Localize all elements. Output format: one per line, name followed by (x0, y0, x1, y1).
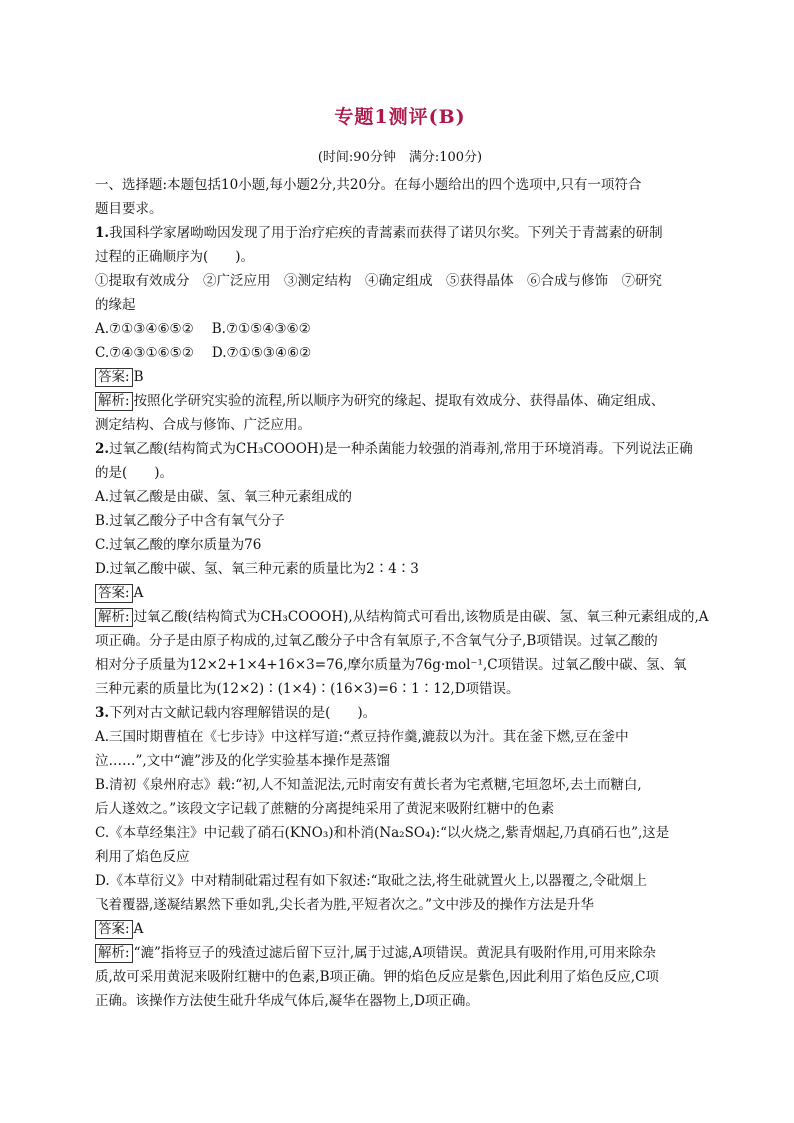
q1-number: 1. (95, 225, 110, 241)
q2-analysis-line-3: 相对分子质量为12×2+1×4+16×3=76,摩尔质量为76g·mol⁻¹,C项错误。过氧乙酸中碳、氢、氧 (95, 657, 687, 673)
q2-analysis-line-2: 项正确。分子是由原子构成的,过氧乙酸分子中含有氧原子,不含氧气分子,B项错误。过氧乙酸的 (95, 633, 658, 649)
q2-analysis-text-1: 过氧乙酸(结构简式为CH₃COOOH),从结构简式可看出,该物质是由碳、氢、氧三种元素组成的,A (133, 609, 709, 625)
q1-answer (95, 365, 705, 389)
q1-stem-line-1 (95, 221, 705, 245)
q1-steps-line-2: 的缘起 (95, 297, 136, 313)
q2-analysis-line-4: 三种元素的质量比为(12×2)∶(1×4)∶(16×3)=6∶1∶12,D项错误。 (95, 681, 520, 697)
q3-answer-value: A (133, 921, 144, 937)
q3-number: 3. (95, 705, 110, 721)
analysis-label: 解析: (95, 608, 133, 627)
q2-number: 2. (95, 441, 110, 457)
analysis-label: 解析: (95, 392, 133, 411)
q3-option-a-line-2: 泣……”,文中“漉”涉及的化学实验基本操作是蒸馏 (95, 753, 390, 769)
q3-answer (95, 917, 705, 941)
q2-stem-line-2: 的是( )。 (95, 465, 174, 481)
answer-label: 答案: (95, 920, 133, 939)
q1-analysis-line-1 (95, 389, 705, 413)
section-intro-line-2: 题目要求。 (95, 201, 163, 217)
q3-option-d-line-2: 飞着覆器,遂凝结累然下垂如乳,尖长者为胜,平短者次之。”文中涉及的操作方法是升华 (95, 897, 595, 913)
q1-option-c: C.⑦④③①⑥⑤② (95, 345, 194, 361)
analysis-label: 解析: (95, 944, 133, 963)
q3-option-d-line-1: D.《本草衍义》中对精制砒霜过程有如下叙述:“取砒之法,将生砒就置火上,以器覆之,令砒烟上 (95, 873, 647, 889)
q2-option-c: C.过氧乙酸的摩尔质量为76 (95, 537, 262, 553)
q2-option-a: A.过氧乙酸是由碳、氢、氧三种元素组成的 (95, 489, 353, 505)
q3-analysis-text-1: “漉”指将豆子的残渣过滤后留下豆汁,属于过滤,A项错误。黄泥具有吸附作用,可用来除杂 (133, 945, 656, 961)
q1-analysis-text-1: 按照化学研究实验的流程,所以顺序为研究的缘起、提取有效成分、获得晶体、确定组成、 (133, 393, 665, 409)
q3-option-c-line-2: 利用了焰色反应 (95, 849, 190, 865)
q1-stem-text-1: 我国科学家屠呦呦因发现了用于治疗疟疾的青蒿素而获得了诺贝尔奖。下列关于青蒿素的研制 (109, 225, 663, 241)
q3-option-c-line-1: C.《本草经集注》中记载了硝石(KNO₃)和朴消(Na₂SO₄):“以火烧之,紫青烟起,乃真硝石也”,这是 (95, 825, 670, 841)
q2-option-b: B.过氧乙酸分子中含有氧气分子 (95, 513, 285, 529)
document-page (95, 104, 709, 1013)
q1-answer-value: B (133, 369, 144, 385)
q1-option-a: A.⑦①③④⑥⑤② (95, 321, 194, 337)
q3-option-a-line-1: A.三国时期曹植在《七步诗》中这样写道:“煮豆持作羹,漉菽以为汁。萁在釜下燃,豆在釜中 (95, 729, 629, 745)
q3-analysis-line-3: 正确。该操作方法使生砒升华成气体后,凝华在器物上,D项正确。 (95, 993, 479, 1009)
q1-option-b: B.⑦①⑤④③⑥② (211, 321, 311, 337)
page-title: 专题1测评(B) (334, 106, 466, 128)
q2-answer-value: A (133, 585, 144, 601)
q1-options-row-2 (95, 341, 705, 365)
q1-analysis-line-2: 测定结构、合成与修饰、广泛应用。 (95, 417, 311, 433)
q2-analysis-line-1 (95, 605, 709, 629)
q3-analysis-line-2: 质,故可采用黄泥来吸附红糖中的色素,B项正确。钾的焰色反应是紫色,因此利用了焰色反应,C项 (95, 969, 659, 985)
q1-options-row-1 (95, 317, 705, 341)
q3-option-b-line-2: 后人遂效之。”该段文字记载了蔗糖的分离提纯采用了黄泥来吸附红糖中的色素 (95, 801, 555, 817)
q1-steps-line-1: ①提取有效成分 ②广泛应用 ③测定结构 ④确定组成 ⑤获得晶体 ⑥合成与修饰 ⑦研究 (95, 273, 662, 289)
q2-stem-line-1 (95, 437, 705, 461)
q2-option-d: D.过氧乙酸中碳、氢、氧三种元素的质量比为2∶4∶3 (95, 561, 419, 577)
exam-meta: (时间:90分钟 满分:100分) (317, 150, 483, 165)
q1-stem-line-2: 过程的正确顺序为( )。 (95, 249, 255, 265)
q2-answer (95, 581, 705, 605)
answer-label: 答案: (95, 368, 133, 387)
q3-stem-line-1 (95, 701, 705, 725)
section-intro-line-1: 一、选择题:本题包括10小题,每小题2分,共20分。在每小题给出的四个选项中,只有一项符合 (95, 177, 642, 193)
answer-label: 答案: (95, 584, 133, 603)
q3-stem-text-1: 下列对古文献记载内容理解错误的是( )。 (109, 705, 377, 721)
q1-option-d: D.⑦①⑤③④⑥② (211, 345, 312, 361)
q2-stem-text-1: 过氧乙酸(结构简式为CH₃COOOH)是一种杀菌能力较强的消毒剂,常用于环境消毒。下列说法正确 (109, 441, 693, 457)
q3-analysis-line-1 (95, 941, 705, 965)
q3-option-b-line-1: B.清初《泉州府志》载:“初,人不知盖泥法,元时南安有黄长者为宅煮糖,宅垣忽坏,去土而糖白, (95, 777, 642, 793)
